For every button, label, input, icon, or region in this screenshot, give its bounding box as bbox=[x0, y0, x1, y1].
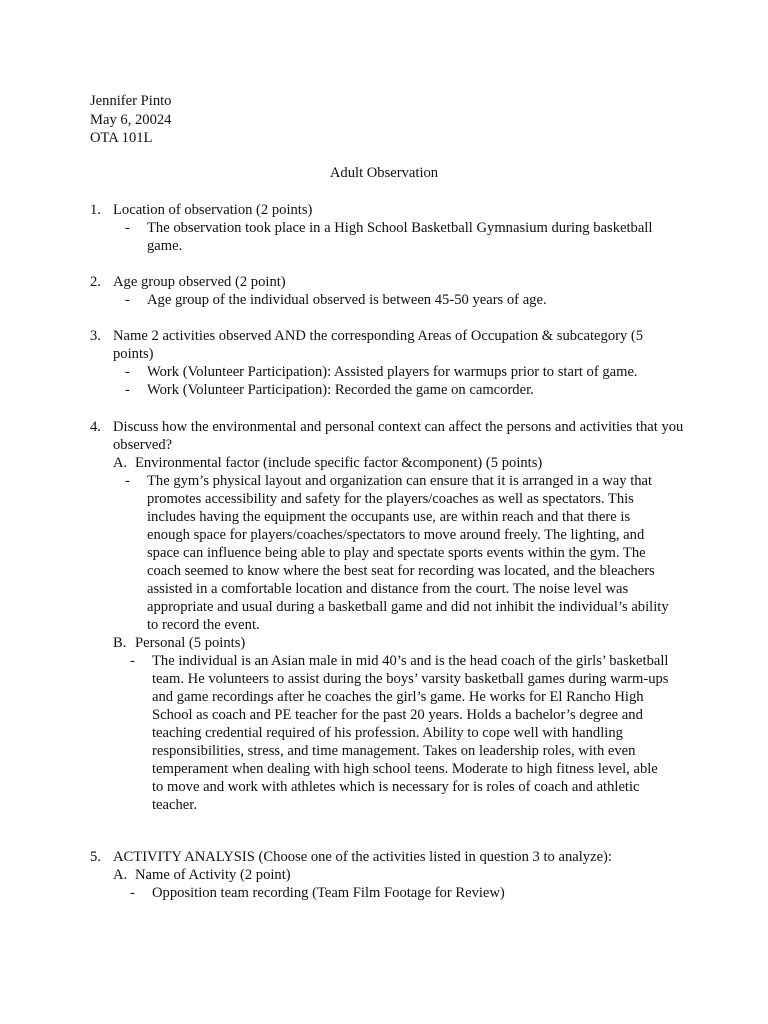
subsection-letter: A. bbox=[113, 867, 128, 883]
answer-bullet bbox=[130, 884, 690, 902]
bullet-dash: - bbox=[130, 885, 135, 901]
subsection-text: Personal (5 points) bbox=[135, 635, 246, 651]
question-number: 1. bbox=[90, 202, 101, 218]
subsection-text: Environmental factor (include specific factor &component) (5 points) bbox=[135, 455, 543, 471]
question-5 bbox=[90, 848, 690, 902]
question-3 bbox=[90, 327, 690, 399]
subsection-text: Name of Activity (2 point) bbox=[135, 867, 291, 883]
answer-bullet bbox=[125, 291, 690, 309]
question-text: Age group observed (2 point) bbox=[113, 274, 286, 290]
question-text: Discuss how the environmental and personal context can affect the persons and activities that you observed? bbox=[113, 419, 684, 453]
answer-text: The gym’s physical layout and organization can ensure that it is arranged in a way that promotes accessibility and safety for the players/coaches as well as spectators. This includes having the equipment the occupants use, are within reach and that there is enough space for players/coaches/spectators to move around freely. The lighting, and space can influence being able to play and spectate sports events within the gym. The coach seemed to know where the best seat for recording was located, and the bleachers assisted in a comfortable location and distance from the court. The noise level was appropriate and usual during a basketball game and did not inhibit the individual’s ability to record the event. bbox=[147, 473, 669, 633]
document-date: May 6, 20024 bbox=[90, 111, 172, 128]
bullet-dash: - bbox=[125, 220, 130, 236]
subsection-letter: B. bbox=[113, 635, 127, 651]
question-2 bbox=[90, 273, 690, 309]
answer-text: Opposition team recording (Team Film Footage for Review) bbox=[152, 885, 505, 901]
subsection-personal bbox=[113, 634, 690, 652]
course-code: OTA 101L bbox=[90, 130, 153, 146]
bullet-dash: - bbox=[125, 473, 130, 489]
document-header bbox=[90, 92, 171, 148]
question-4 bbox=[90, 418, 690, 814]
question-number: 2. bbox=[90, 274, 101, 290]
question-number: 4. bbox=[90, 419, 101, 435]
bullet-dash: - bbox=[125, 382, 130, 398]
answer-text: Work (Volunteer Participation): Assisted players for warmups prior to start of game. bbox=[147, 364, 638, 380]
question-number: 3. bbox=[90, 328, 101, 344]
answer-text: Age group of the individual observed is between 45-50 years of age. bbox=[147, 292, 547, 308]
question-number: 5. bbox=[90, 849, 101, 865]
subsection-letter: A. bbox=[113, 455, 128, 471]
bullet-dash: - bbox=[125, 364, 130, 380]
question-1 bbox=[90, 201, 690, 255]
answer-bullet bbox=[130, 652, 672, 814]
answer-text: The individual is an Asian male in mid 40’s and is the head coach of the girls’ basketball team. He volunteers to assist during the boys’ varsity basketball games during warm-ups and game recordings after he coaches the girl’s game. He works for El Rancho High School as coach and PE teacher for the past 20 years. Holds a bachelor’s degree and teaching credential required of his profession. Ability to cope well with handling responsibilities, stress, and time management. Takes on leadership roles, with even temperament when dealing with high school teens. Moderate to high fitness level, able to move and work with athletes which is necessary for is roles of coach and athletic teacher. bbox=[152, 653, 669, 813]
answer-bullet bbox=[125, 472, 675, 634]
document-title: Adult Observation bbox=[329, 165, 439, 181]
question-text: Name 2 activities observed AND the corresponding Areas of Occupation & subcategory (5 points) bbox=[113, 328, 644, 362]
answer-bullet bbox=[125, 219, 670, 255]
question-text: Location of observation (2 points) bbox=[113, 202, 313, 218]
bullet-dash: - bbox=[125, 292, 130, 308]
answer-bullet bbox=[125, 363, 690, 381]
question-text: ACTIVITY ANALYSIS (Choose one of the activities listed in question 3 to analyze): bbox=[113, 849, 612, 865]
bullet-dash: - bbox=[130, 653, 135, 669]
answer-bullet bbox=[125, 381, 690, 399]
subsection-environmental bbox=[113, 454, 690, 472]
answer-text: Work (Volunteer Participation): Recorded the game on camcorder. bbox=[147, 382, 534, 398]
answer-text: The observation took place in a High School Basketball Gymnasium during basketball game. bbox=[147, 220, 653, 254]
author-name: Jennifer Pinto bbox=[90, 93, 172, 109]
subsection-activity-name bbox=[113, 866, 690, 884]
